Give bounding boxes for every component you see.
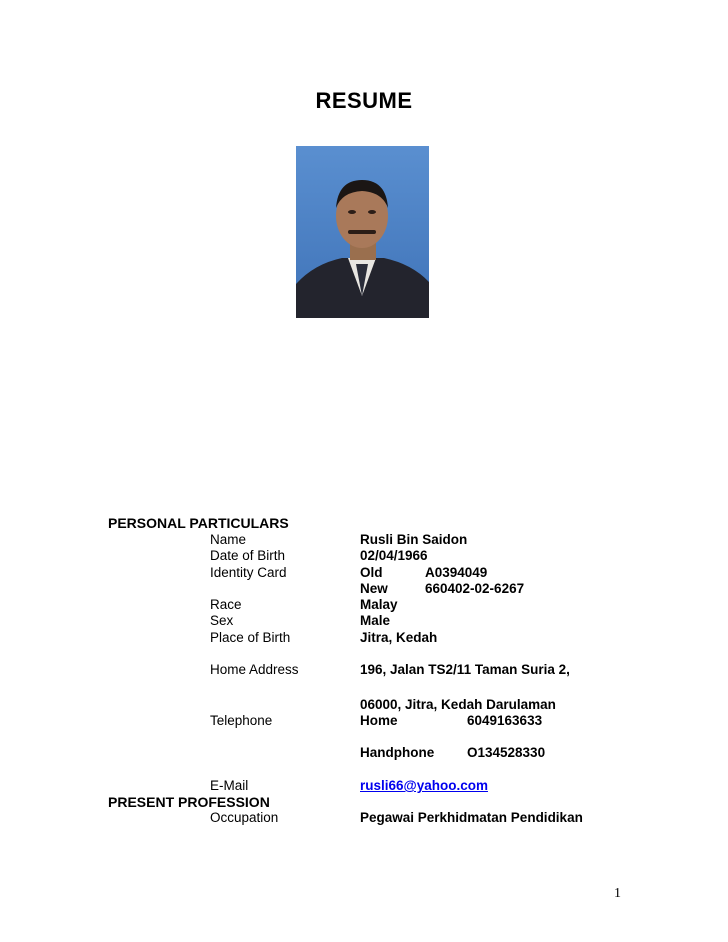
dob-value: 02/04/1966 — [360, 548, 428, 563]
section-heading-profession: PRESENT PROFESSION — [108, 794, 270, 810]
page-number: 1 — [614, 886, 621, 901]
email-link[interactable]: rusli66@yahoo.com — [360, 778, 488, 793]
telephone-label: Telephone — [210, 713, 273, 728]
pob-value: Jitra, Kedah — [360, 630, 438, 645]
phone-hp-value: O134528330 — [467, 745, 546, 760]
occupation-label: Occupation — [210, 810, 279, 825]
ic-new-label: New — [360, 581, 388, 596]
name-label: Name — [210, 532, 247, 547]
pob-label: Place of Birth — [210, 630, 291, 645]
name-value: Rusli Bin Saidon — [360, 532, 468, 547]
email-label: E-Mail — [210, 778, 249, 793]
ic-old-label: Old — [360, 565, 383, 580]
race-value: Malay — [360, 597, 398, 612]
ic-label: Identity Card — [210, 565, 287, 580]
occupation-value: Pegawai Perkhidmatan Pendidikan — [360, 810, 583, 825]
phone-home-label: Home — [360, 713, 398, 728]
profile-photo — [296, 146, 429, 318]
page-title: RESUME — [315, 88, 413, 113]
address-line-2: 06000, Jitra, Kedah Darulaman — [360, 697, 556, 712]
phone-home-value: 6049163633 — [467, 713, 543, 728]
address-label: Home Address — [210, 662, 299, 677]
ic-old-value: A0394049 — [425, 565, 488, 580]
section-heading-personal: PERSONAL PARTICULARS — [108, 515, 289, 531]
ic-new-value: 660402-02-6267 — [425, 581, 525, 596]
race-label: Race — [210, 597, 242, 612]
sex-label: Sex — [210, 613, 234, 628]
sex-value: Male — [360, 613, 391, 628]
phone-hp-label: Handphone — [360, 745, 435, 760]
address-line-1: 196, Jalan TS2/11 Taman Suria 2, — [360, 662, 570, 677]
dob-label: Date of Birth — [210, 548, 286, 563]
